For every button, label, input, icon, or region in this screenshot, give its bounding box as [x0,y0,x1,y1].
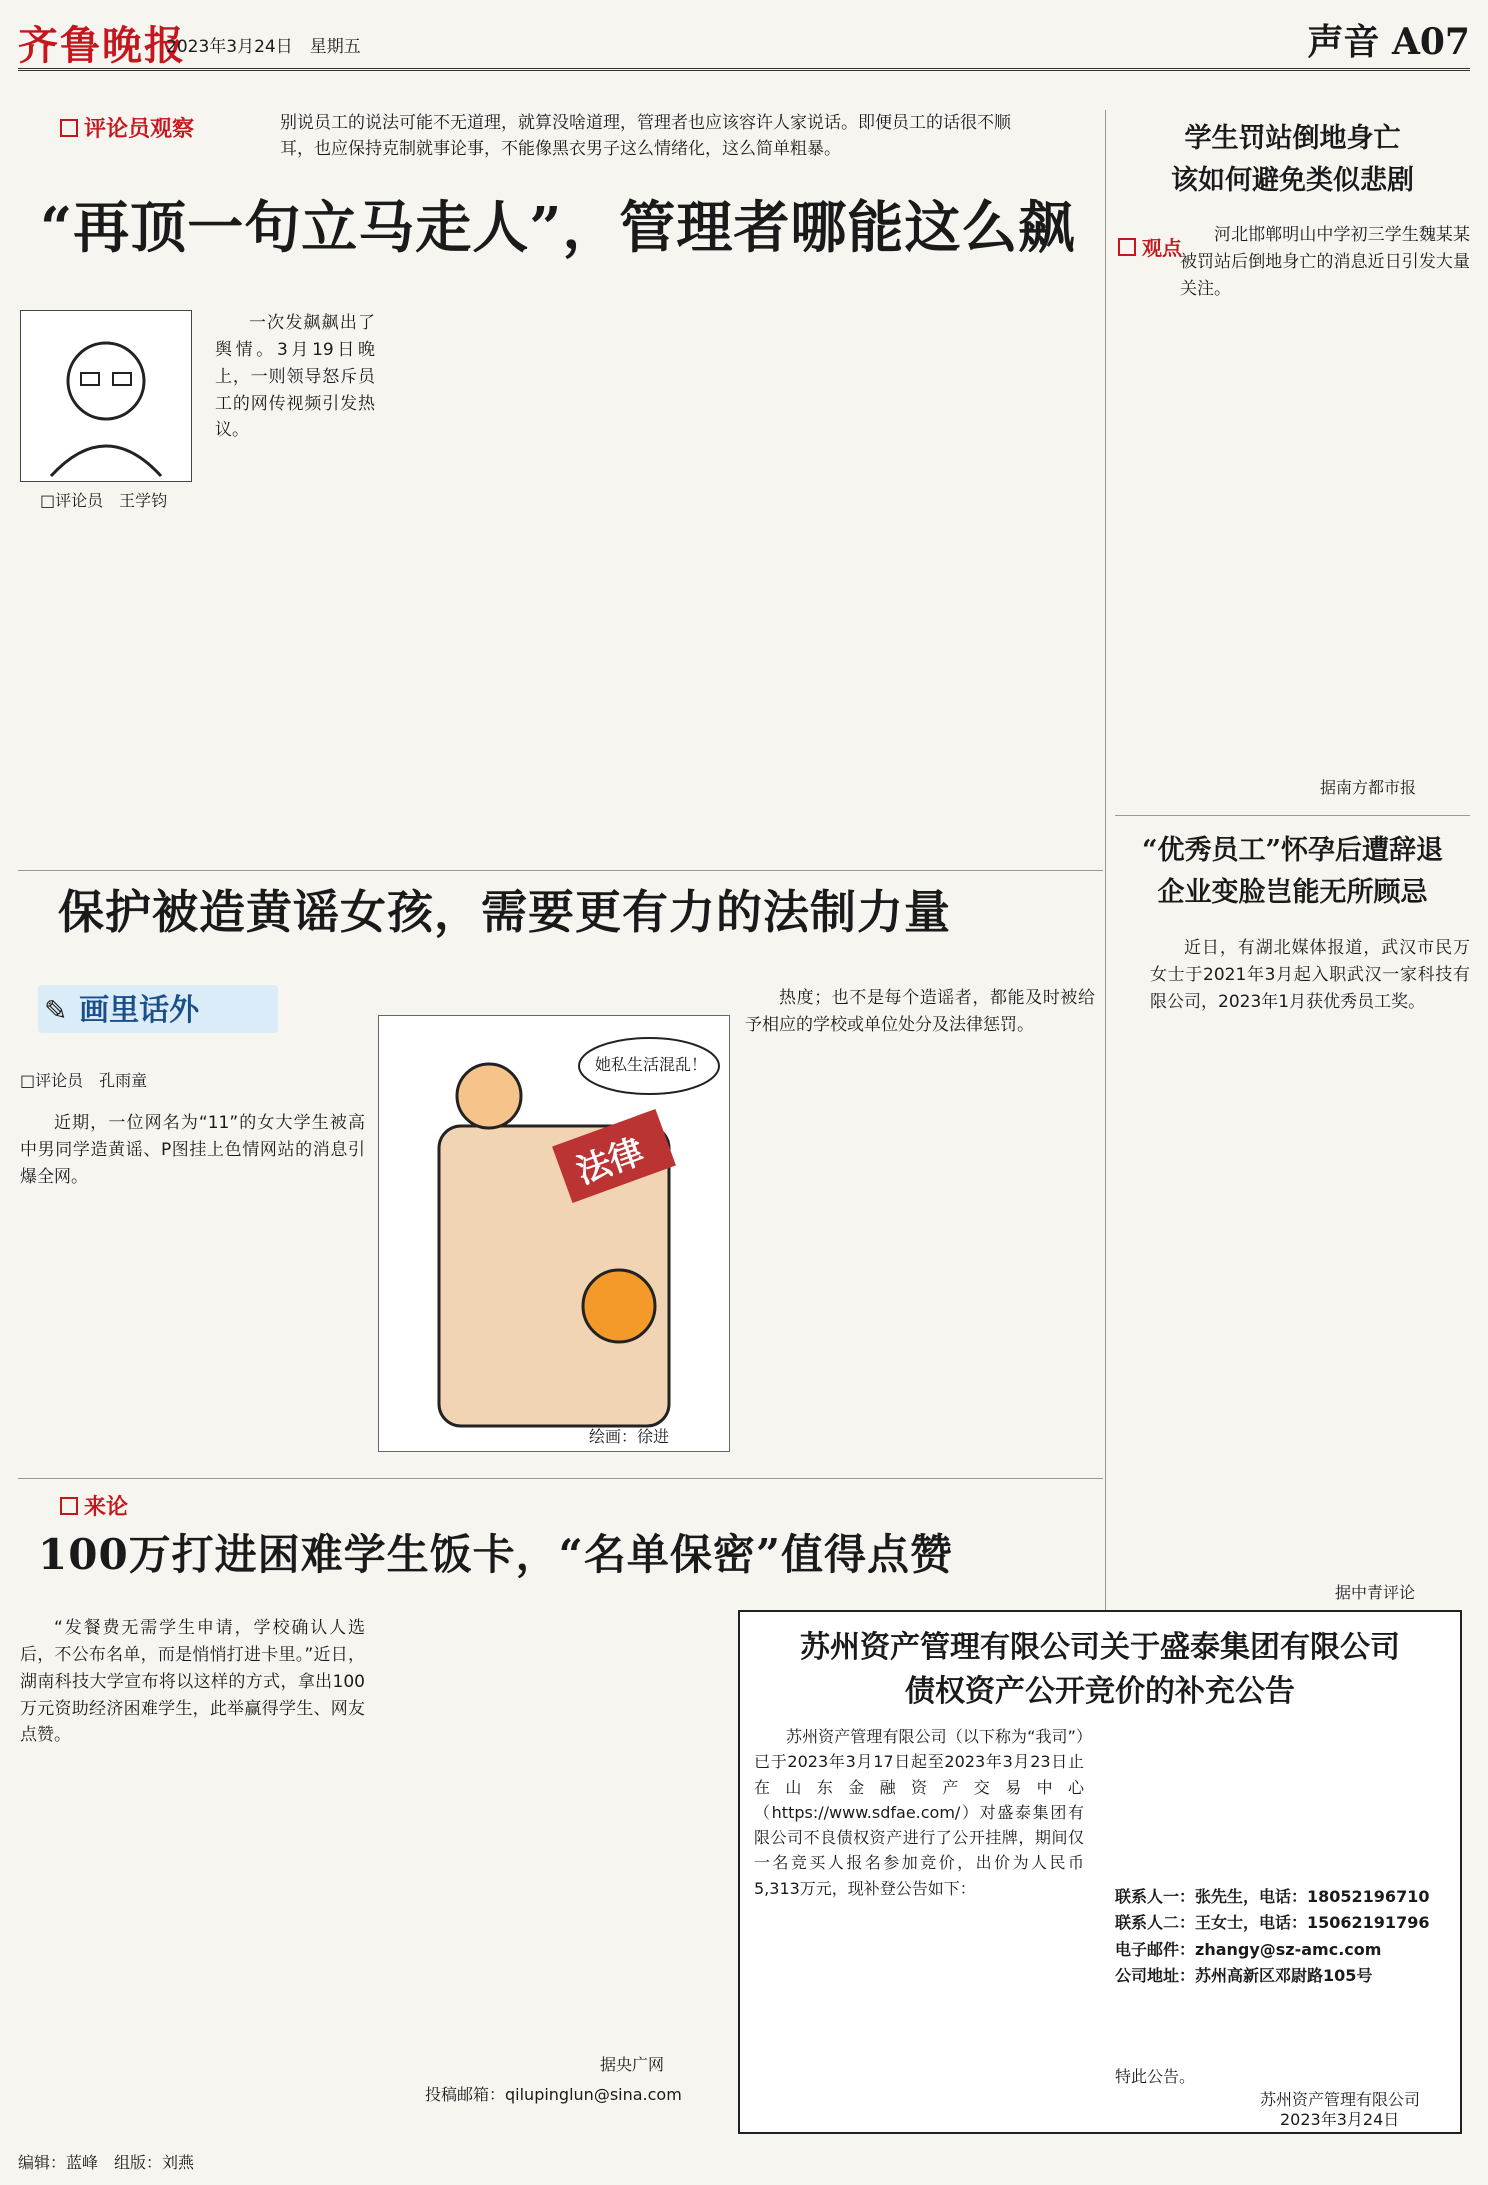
bottom-headline: 100万打进困难学生饭卡，“名单保密”值得点赞 [38,1530,953,1579]
right1-headline: 学生罚站倒地身亡 该如何避免类似悲剧 [1171,123,1414,196]
top-headline: “再顶一句立马走人”，管理者哪能这么飙 [40,195,1076,261]
contact-2: 联系人二：王女士，电话：15062191796 [1115,1913,1430,1933]
public-notice [738,1610,1462,2134]
notice-contacts [1115,1884,1445,1990]
right-divider [1115,815,1470,816]
notice-date: 2023年3月24日 [1280,2110,1400,2129]
middle-tag: ✎ 画里话外 [38,985,278,1033]
editorial-cartoon [378,1015,730,1452]
bottom-divider [18,1478,1103,1479]
newspaper-logo: 齐鲁晚报 [18,22,186,69]
right1-body-lead: 河北邯郸明山中学初三学生魏某某被罚站后倒地身亡的消息近日引发大量关注。 [1180,225,1470,299]
notice-title: 苏州资产管理有限公司关于盛泰集团有限公司 债权资产公开竞价的补充公告 [800,1630,1400,1709]
submission-email: 投稿邮箱：qilupinglun@sina.com [425,2085,682,2104]
middle-byline: □评论员 孔雨童 [20,1071,148,1090]
top-summary: 别说员工的说法可能不无道理，就算没啥道理，管理者也应该容许人家说话。即便员工的话很不顺耳，也应保持克制就事论事，不能像黑衣男子这么情绪化，这么简单粗暴。 [280,113,1011,160]
issue-date: 2023年3月24日 星期五 [166,37,361,57]
bottom-body-lead: “发餐费无需学生申请，学校确认人选后，不公布名单，而是悄悄打进卡里。”近日，湖南科技大学宣布将以这样的方式，拿出100万元资助经济困难学生，此举赢得学生、网友点赞。 [20,1618,365,1746]
page-footer: 编辑：蓝峰 组版：刘燕 [18,2153,195,2172]
pen-icon: ✎ [44,994,68,1027]
mid-divider [18,870,1103,871]
right1-source: 据南方都市报 [1320,778,1417,797]
middle-headline: 保护被造黄谣女孩，需要更有力的法制力量 [58,885,951,939]
notice-body-lead: 苏州资产管理有限公司（以下称为“我司”）已于2023年3月17日起至2023年3月23日止在山东金融资产交易中心（https://www.sdfae.com/）对盛泰集团有限公司不良债权资产进行了公开挂牌，期间仅一名竞买人报名参加竞价，出价为人民币5,313万元，现补登公告如下： [754,1727,1084,1898]
middle-body-right-lead: 热度；也不是每个造谣者，都能及时被给予相应的学校或单位处分及法律惩罚。 [745,988,1095,1035]
right1-tag: 观点 [1118,232,1182,261]
bottom-source: 据央广网 [600,2055,665,2074]
cartoon-credit: 绘画：徐进 [589,1427,670,1446]
contact-1: 联系人一：张先生，电话：18052196710 [1115,1887,1430,1906]
contact-email: 电子邮件：zhangy@sz-amc.com [1115,1939,1382,1959]
author-portrait [20,310,192,482]
cartoon-label: 法律 [571,1131,649,1193]
contact-address: 公司地址：苏州高新区邓尉路105号 [1115,1966,1373,1986]
top-body-lead: 一次发飙飙出了舆情。3月19日晚上，一则领导怒斥员工的网传视频引发热议。 [215,313,375,441]
notice-closing: 特此公告。 [1115,2067,1196,2086]
middle-body-lead: 近期，一位网名为“11”的女大学生被高中男同学造黄谣、P图挂上色情网站的消息引爆全网。 [20,1113,365,1187]
section-label: 声音 A07 [1307,21,1470,63]
portrait-drawing-icon [21,311,191,481]
cartoon-drawing-icon [379,1016,729,1451]
right2-source: 据中青评论 [1335,1583,1416,1602]
top-tag: 评论员观察 [60,112,280,143]
cartoon-bubble: 她私生活混乱！ [595,1055,708,1074]
top-byline: □评论员 王学钧 [40,491,168,510]
masthead [18,8,1470,71]
bottom-tag: 来论 [60,1490,128,1521]
right2-headline: “优秀员工”怀孕后遭辞退 企业变脸岂能无所顾忌 [1141,835,1444,908]
notice-signer: 苏州资产管理有限公司 [1260,2090,1421,2109]
right2-body-lead: 近日，有湖北媒体报道，武汉市民万女士于2021年3月起入职武汉一家科技有限公司，2023年1月获优秀员工奖。 [1150,938,1470,1012]
